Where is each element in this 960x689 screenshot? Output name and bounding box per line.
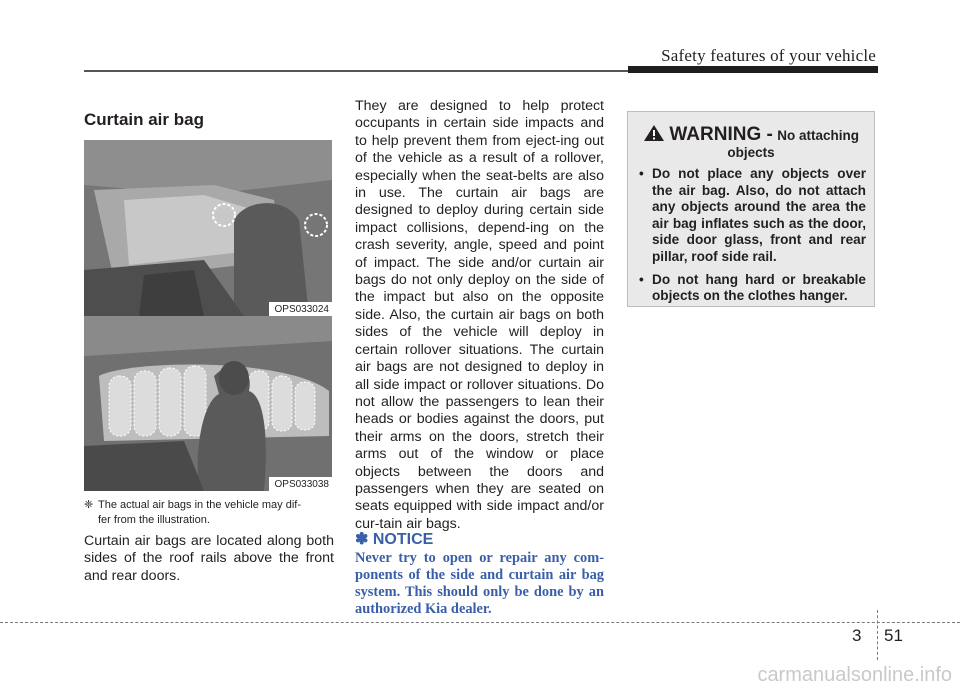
figure-curtain-airbag-deployed [84,316,332,491]
notice-heading: ✽ NOTICE [355,531,434,548]
intro-paragraph: Curtain air bags are located along both sides of the roof rails above the front and rear doors. [84,533,334,584]
chapter-number: 3 [852,626,862,645]
note-mark: ❈ [84,499,94,511]
warning-item: • Do not hang hard or breakable objects on the clothes hanger. [636,272,866,305]
warning-list [636,166,866,311]
running-header: Safety features of your vehicle [661,46,876,65]
note-line: fer from the illustration. [98,514,210,526]
figure-code-label: OPS033024 [269,302,333,316]
notice-text: Never try to open or repair any com-ponents of the side and curtain air bag system. This should only be done by an authorized Kia dealer. [355,550,604,617]
warning-heading [628,124,874,146]
body-paragraph-text: They are designed to help protect occupants in certain side impacts and to help prevent them from eject-ing out of the vehicle as a result of a rollover, especially when the seat-belts are also in use. The curtain air bags are designed to deploy during certain side impact collisions, depend-ing on the crash severity, angle, speed and point of impact. The side and/or curtain air bags do not only deploy on the side of the impact but also on the opposite side. Also, the curtain air bags on both sides of the vehicle will deploy in certain rollover situations. The curtain air bags are not designed to deploy in all side impact or rollover situations. Do not allow the passengers to lean their heads or bodies against the doors, put their arms on the doors, stretch their arms out of the window or place objects between the doors and passengers when they are seated on seats equipped with side impact and/or cur-tain air bags. [355,98,604,532]
footer-divider [877,610,878,660]
warning-subject: No attaching [777,128,860,143]
warning-item: • Do not place any objects over the air bag. Also, do not attach any objects around the area the air bag inflates such as the door, side door glass, front and rear pillar, roof side rail. [636,166,866,266]
watermark: carmanualsonline.info [757,664,952,686]
warning-label: WARNING - [669,124,773,145]
body-paragraph [355,98,604,533]
illustration-note [84,498,334,528]
warning-triangle-icon [643,124,665,142]
footer-rule [0,622,960,623]
warning-box [627,111,875,307]
figure-curtain-airbag-location [84,140,332,316]
note-line: The actual air bags in the vehicle may dif- [98,499,301,511]
warning-subject-continued: objects [727,145,775,160]
deployed-airbag-illustration [84,316,332,491]
header-rule [84,70,630,72]
header-tab-bar [628,66,878,73]
section-title: Curtain air bag [84,110,204,129]
figure-code-label: OPS033038 [269,477,333,491]
page-number: 51 [884,626,903,645]
car-interior-illustration [84,140,332,316]
